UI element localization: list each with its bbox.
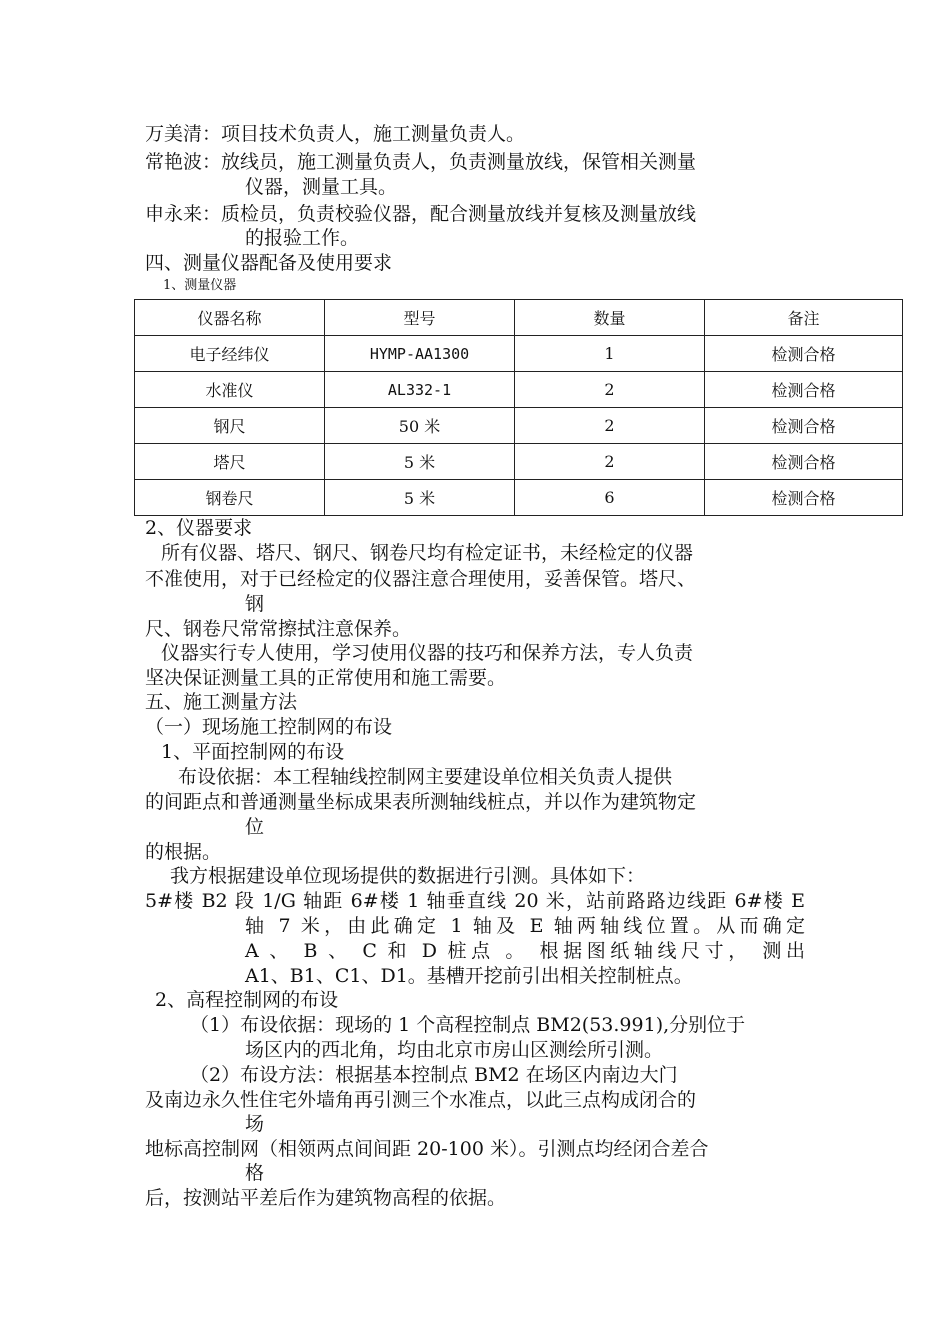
paragraph-line: （2）布设方法：根据基本控制点 BM2 在场区内南边大门 [190,1064,678,1086]
paragraph-line: 仪器实行专人使用，学习使用仪器的技巧和保养方法，专人负责 [161,642,694,664]
paragraph-line: 场 [245,1113,265,1135]
table-row [135,408,903,444]
paragraph-line: （1）布设依据：现场的 1 个高程控制点 BM2(53.991),分别位于 [190,1014,746,1036]
subheading: 2、高程控制网的布设 [155,989,339,1011]
instrument-table [134,299,903,516]
cell-note: 检测合格 [705,480,903,516]
cell-qty: 2 [515,408,705,444]
subheading-instruments: 1、测量仪器 [163,278,237,293]
paragraph-line: 的根据。 [145,841,222,863]
paragraph-line: 位 [245,816,265,838]
cell-name: 电子经纬仪 [135,336,325,372]
table-row [135,480,903,516]
subheading: （一）现场施工控制网的布设 [145,716,393,738]
paragraph-line: 坚决保证测量工具的正常使用和施工需要。 [145,667,507,689]
paragraph-line: 钢 [245,593,265,615]
cell-name: 塔尺 [135,444,325,480]
paragraph-line: 格 [245,1162,265,1184]
paragraph-line: A 、 B 、 C 和 D 桩点 。 根据图纸轴线尺寸， 测出 [245,940,805,962]
paragraph-line: 轴 7 米，由此确定 1 轴及 E 轴两轴线位置。从而确定 [245,915,805,937]
paragraph-line: 不准使用，对于已经检定的仪器注意合理使用，妥善保管。塔尺、 [145,568,697,590]
paragraph-line: 场区内的西北角，均由北京市房山区测绘所引测。 [245,1039,664,1061]
cell-qty: 2 [515,444,705,480]
subheading: 1、平面控制网的布设 [161,741,345,763]
paragraph-line: 地标高控制网（相领两点间间距 20-100 米）。引测点均经闭合差合 [145,1138,709,1160]
cell-model: 5 米 [325,444,515,480]
cell-model: 50 米 [325,408,515,444]
table-row [135,444,903,480]
paragraph-line: 我方根据建设单位现场提供的数据进行引测。具体如下： [170,865,646,887]
section-4-heading: 四、测量仪器配备及使用要求 [145,252,393,274]
cell-note: 检测合格 [705,444,903,480]
cell-note: 检测合格 [705,408,903,444]
header-cell-note: 备注 [705,300,903,336]
paragraph-line: 尺、钢卷尺常常擦拭注意保养。 [145,618,412,640]
paragraph-line: 后，按测站平差后作为建筑物高程的依据。 [145,1187,507,1209]
header-cell-qty: 数量 [515,300,705,336]
header-cell-name: 仪器名称 [135,300,325,336]
cell-name: 钢尺 [135,408,325,444]
cell-note: 检测合格 [705,336,903,372]
cell-name: 钢卷尺 [135,480,325,516]
staff-line-1: 万美清：项目技术负责人，施工测量负责人。 [145,123,526,145]
staff-line-2-cont: 仪器，测量工具。 [245,176,398,198]
cell-model: AL332-1 [325,372,515,408]
table-row [135,336,903,372]
staff-line-3-cont: 的报验工作。 [245,227,360,249]
paragraph-line: 所有仪器、塔尺、钢尺、钢卷尺均有检定证书，未经检定的仪器 [161,542,694,564]
staff-line-3: 申永来：质检员，负责校验仪器，配合测量放线并复核及测量放线 [145,203,697,225]
instrument-req-heading: 2、仪器要求 [145,517,253,539]
cell-model: HYMP-AA1300 [325,336,515,372]
staff-line-2: 常艳波：放线员，施工测量负责人，负责测量放线，保管相关测量 [145,151,697,173]
cell-model: 5 米 [325,480,515,516]
cell-qty: 1 [515,336,705,372]
cell-qty: 2 [515,372,705,408]
header-cell-model: 型号 [325,300,515,336]
paragraph-line: 5#楼 B2 段 1/G 轴距 6#楼 1 轴垂直线 20 米，站前路路边线距 6#楼 E [145,890,805,912]
cell-note: 检测合格 [705,372,903,408]
section-5-heading: 五、施工测量方法 [145,691,298,713]
table-row [135,372,903,408]
cell-qty: 6 [515,480,705,516]
table-header-row [135,300,903,336]
paragraph-line: 及南边永久性住宅外墙角再引测三个水准点，以此三点构成闭合的 [145,1089,697,1111]
cell-name: 水准仪 [135,372,325,408]
paragraph-line: A1、B1、C1、D1。基槽开挖前引出相关控制桩点。 [245,965,693,987]
paragraph-line: 的间距点和普通测量坐标成果表所测轴线桩点，并以作为建筑物定 [145,791,697,813]
paragraph-line: 布设依据：本工程轴线控制网主要建设单位相关负责人提供 [178,766,673,788]
